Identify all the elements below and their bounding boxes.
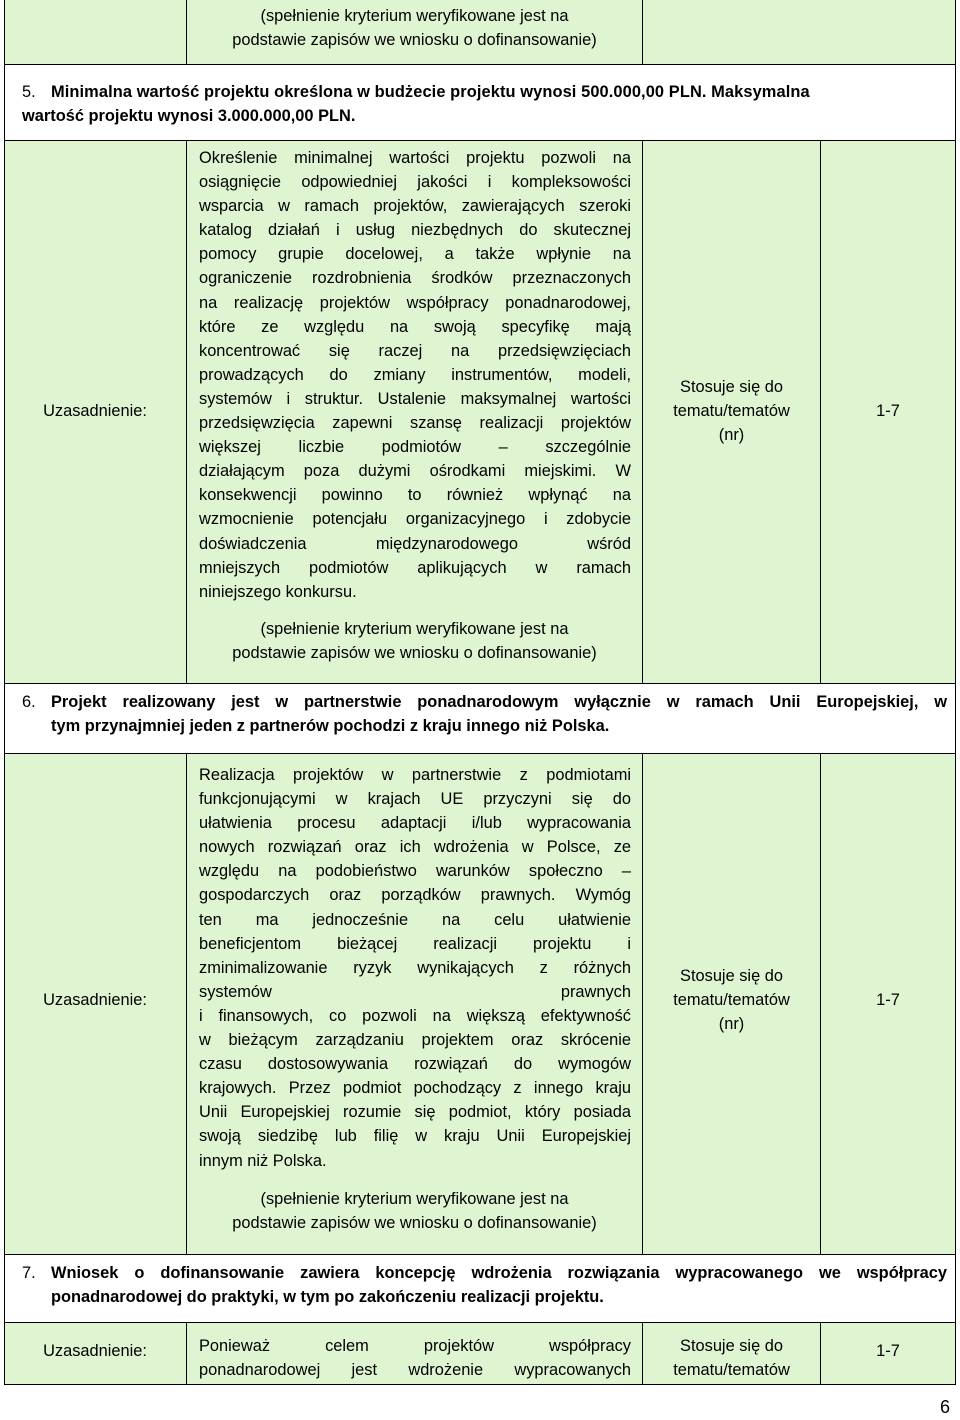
row5-applies [643, 375, 820, 447]
body-line: ponadnarodowej jest wdrożenie wypracowanych [199, 1361, 631, 1380]
body-line: i finansowych, co pozwoli na większą efektywność [199, 1006, 631, 1025]
row6-verification [187, 1187, 642, 1235]
row7-body [199, 1334, 631, 1382]
criterion-text: Wniosek o dofinansowanie zawiera koncepcję wdrożenia rozwiązania wypracowanego we współpracy [51, 1264, 947, 1282]
applies-line: tematu/tematów [673, 1361, 790, 1379]
row5-verification [187, 617, 642, 665]
applies-line: (nr) [718, 1015, 745, 1033]
body-line: doświadczenia międzynarodowego wśród [199, 534, 631, 553]
hline-2 [4, 140, 956, 141]
vline-r7-a [186, 1322, 187, 1384]
justification-label: Uzasadnienie: [43, 1342, 147, 1360]
hline-3 [4, 683, 956, 684]
criterion-text: ponadnarodowej do praktyki, w tym po zakończeniu realizacji projektu. [51, 1288, 604, 1306]
body-line: wzmocnienie potencjału organizacyjnego i zdobycie [199, 510, 631, 529]
body-line: katalog działań i usług niezbędnych do skutecznej [199, 221, 631, 240]
body-line: krajowych. Przez podmiot pochodzący z innego kraju [199, 1079, 631, 1098]
verification-line: podstawie zapisów we wniosku o dofinansowanie) [232, 644, 597, 662]
body-line: w bieżącym zarządzaniu projektem oraz skrócenie [199, 1031, 631, 1050]
hline-5 [4, 1254, 956, 1255]
hline-bottom [4, 1384, 956, 1385]
row6-body [199, 763, 631, 1173]
body-line: koncentrować się raczej na przedsięwzięciach [199, 341, 631, 360]
body-line: niniejszego konkursu. [199, 582, 357, 601]
body-line: funkcjonującymi w krajach UE przyczyni się do [199, 790, 631, 809]
page-number: 6 [939, 1397, 950, 1417]
body-line: działającym poza dużymi ośrodkami miejskimi. W [199, 462, 631, 481]
applies-line: tematu/tematów [673, 402, 790, 420]
row6-range: 1-7 [876, 991, 900, 1009]
row5-body [199, 146, 631, 604]
body-line: Unii Europejskiej rozumie się podmiot, który posiada [199, 1103, 631, 1122]
row6-applies [643, 964, 820, 1036]
body-line: zminimalizowanie ryzyk wynikających z różnych [199, 958, 631, 977]
body-line: gospodarczych oraz porządków prawnych. Wymóg [199, 886, 631, 905]
row5-range: 1-7 [876, 402, 900, 420]
vline-top-b [642, 0, 643, 64]
vline-r6-a [186, 753, 187, 1254]
row7-applies [643, 1334, 820, 1382]
criterion-text: wartość projektu wynosi 3.000.000,00 PLN. [22, 107, 356, 125]
applies-line: Stosuje się do [680, 1337, 783, 1355]
body-line: względu na podobieństwo warunków społeczno – [199, 862, 631, 881]
body-line: Określenie minimalnej wartości projektu pozwoli na [199, 149, 631, 167]
criterion-text: Minimalna wartość projektu określona w budżecie projektu wynosi 500.000,00 PLN. Maksymalna [51, 83, 810, 101]
body-line: wsparcia w ramach projektów, zawierających szeroki [199, 197, 631, 216]
vline-r5-a [186, 140, 187, 683]
body-line: Ponieważ celem projektów współpracy [199, 1337, 631, 1355]
criterion-number: 5. [22, 83, 36, 101]
criterion-text: Projekt realizowany jest w partnerstwie ponadnarodowym wyłącznie w ramach Unii Europejskiej, w [51, 693, 947, 711]
body-line: beneficjentom bieżącej realizacji projektu i [199, 934, 631, 953]
row7-range: 1-7 [876, 1342, 900, 1360]
applies-line: Stosuje się do [680, 967, 783, 985]
top-verification [187, 4, 642, 52]
applies-line: (nr) [718, 426, 745, 444]
border-right [955, 0, 956, 1385]
body-line: systemów prawnych [199, 982, 631, 1001]
hline-1 [4, 64, 956, 65]
justification-label: Uzasadnienie: [43, 402, 147, 420]
hline-6 [4, 1322, 956, 1323]
justification-label: Uzasadnienie: [43, 991, 147, 1009]
applies-line: Stosuje się do [680, 378, 783, 396]
body-line: ten ma jednocześnie na celu ułatwienie [199, 910, 631, 929]
body-line: czasu dostosowywania rozwiązań do wymogów [199, 1055, 631, 1074]
verification-line: podstawie zapisów we wniosku o dofinansowanie) [232, 31, 597, 49]
body-line: Realizacja projektów w partnerstwie z podmiotami [199, 766, 631, 784]
body-line: które ze względu na swoją specyfikę mają [199, 317, 631, 336]
border-left [4, 0, 5, 1385]
verification-line: (spełnienie kryterium weryfikowane jest na [260, 7, 569, 25]
body-line: systemów i struktur. Ustalenie maksymalnej wartości [199, 389, 631, 408]
verification-line: podstawie zapisów we wniosku o dofinansowanie) [232, 1214, 597, 1232]
body-line: swoją siedzibę lub filię w kraju Unii Europejskiej [199, 1127, 631, 1146]
body-line: nowych rozwiązań oraz ich wdrożenia w Polsce, ze [199, 838, 631, 857]
criterion-number: 7. [22, 1264, 36, 1282]
body-line: osiągnięcie odpowiedniej jakości i kompleksowości [199, 173, 631, 192]
body-line: przedsięwzięcia zapewni szansę realizacji projektów [199, 414, 631, 433]
body-line: większej liczbie podmiotów – szczególnie [199, 438, 631, 457]
body-line: ułatwienia procesu adaptacji i/lub wypracowania [199, 814, 631, 833]
verification-line: (spełnienie kryterium weryfikowane jest na [260, 620, 569, 638]
hline-4 [4, 753, 956, 754]
applies-line: tematu/tematów [673, 991, 790, 1009]
body-line: na realizację projektów współpracy ponadnarodowej, [199, 293, 631, 312]
criterion-number: 6. [22, 693, 36, 711]
body-line: mniejszych podmiotów aplikujących w ramach [199, 558, 631, 577]
body-line: ograniczenie rozdrobnienia środków przeznaczonych [199, 269, 631, 288]
body-line: pomocy grupie docelowej, a także wpłynie na [199, 245, 631, 264]
criterion-text: tym przynajmniej jeden z partnerów pochodzi z kraju innego niż Polska. [51, 717, 610, 735]
body-line: innym niż Polska. [199, 1151, 327, 1170]
body-line: konsekwencji powinno to również wpłynąć na [199, 486, 631, 505]
verification-line: (spełnienie kryterium weryfikowane jest na [260, 1190, 569, 1208]
body-line: prowadzących do zmiany instrumentów, modeli, [199, 365, 631, 384]
